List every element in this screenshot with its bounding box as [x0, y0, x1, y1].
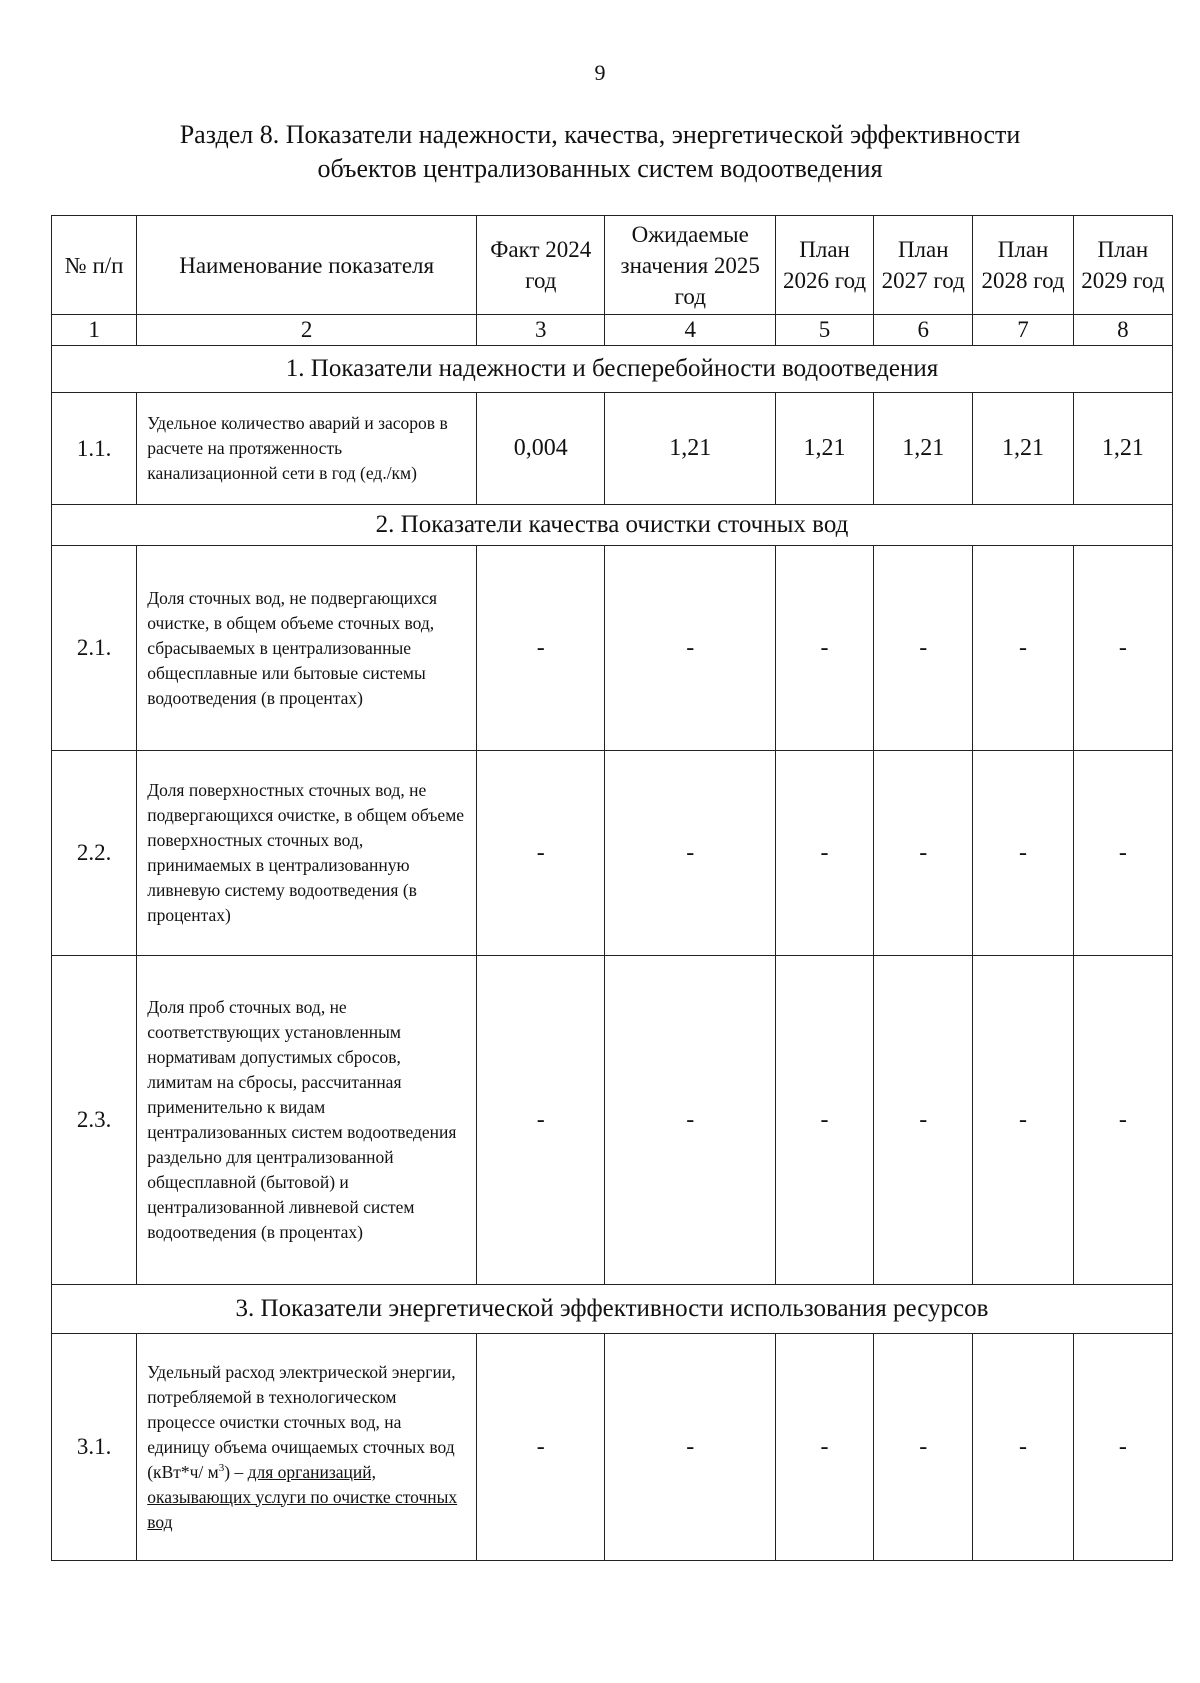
- value-plan-2026: -: [775, 1334, 873, 1561]
- row-number: 2.3.: [52, 956, 137, 1285]
- column-number: 4: [605, 315, 775, 346]
- value-fact-2024: -: [477, 546, 605, 751]
- column-number: 7: [973, 315, 1073, 346]
- value-plan-2029: -: [1073, 1334, 1172, 1561]
- value-expected-2025: 1,21: [605, 393, 775, 505]
- column-number: 6: [874, 315, 973, 346]
- value-plan-2029: -: [1073, 546, 1172, 751]
- value-plan-2028: -: [973, 956, 1073, 1285]
- table-row: [52, 956, 1173, 1285]
- title-line-1: Раздел 8. Показатели надежности, качества, энергетической эффективности: [179, 120, 1021, 149]
- value-expected-2025: -: [605, 751, 775, 956]
- indicator-name-underlined: для организаций, оказывающих услуги по очистке сточных вод: [147, 1461, 458, 1532]
- value-plan-2026: -: [775, 751, 873, 956]
- value-plan-2027: -: [874, 1334, 973, 1561]
- header-name: Наименование показателя: [137, 216, 477, 315]
- table-row: [52, 751, 1173, 956]
- row-number: 2.2.: [52, 751, 137, 956]
- indicator-name-dash: ) –: [224, 1461, 248, 1482]
- indicator-name: [137, 1334, 477, 1561]
- value-fact-2024: 0,004: [477, 393, 605, 505]
- value-fact-2024: -: [477, 751, 605, 956]
- column-number: 5: [775, 315, 873, 346]
- value-plan-2028: -: [973, 546, 1073, 751]
- indicator-name: Доля проб сточных вод, не соответствующих установленным нормативам допустимых сбросов, лимитам на сбросы, рассчитанная применительно к видам централизованных систем водоотведения раздельно для централизованной общесплавной (бытовой) и централизованной ливневой систем водоотведения (в процентах): [137, 956, 477, 1285]
- table-row: [52, 1334, 1173, 1561]
- row-number: 3.1.: [52, 1334, 137, 1561]
- page-number: 9: [594, 60, 606, 85]
- value-plan-2029: 1,21: [1073, 393, 1172, 505]
- value-plan-2029: -: [1073, 751, 1172, 956]
- value-fact-2024: -: [477, 1334, 605, 1561]
- value-plan-2028: -: [973, 1334, 1073, 1561]
- section-title-reliability: 1. Показатели надежности и бесперебойности водоотведения: [52, 346, 1173, 393]
- row-number: 1.1.: [52, 393, 137, 505]
- document-title: [0, 118, 1200, 186]
- value-plan-2026: 1,21: [775, 393, 873, 505]
- value-plan-2027: 1,21: [874, 393, 973, 505]
- column-number-row: [52, 315, 1173, 346]
- header-plan-2026: План 2026 год: [775, 216, 873, 315]
- header-fact-2024: Факт 2024 год: [477, 216, 605, 315]
- indicators-table: [51, 215, 1173, 1561]
- value-plan-2027: -: [874, 956, 973, 1285]
- value-plan-2026: -: [775, 546, 873, 751]
- section-row: [52, 505, 1173, 546]
- indicator-name: Доля поверхностных сточных вод, не подвергающихся очистке, в общем объеме поверхностных сточных вод, принимаемых в централизованную ливневую систему водоотведения (в процентах): [137, 751, 477, 956]
- table-row: [52, 393, 1173, 505]
- column-number: 8: [1073, 315, 1172, 346]
- value-plan-2026: -: [775, 956, 873, 1285]
- superscript-3: 3: [218, 1461, 225, 1474]
- header-expected-2025: Ожидаемые значения 2025 год: [605, 216, 775, 315]
- table-header-row: [52, 216, 1173, 315]
- value-expected-2025: -: [605, 956, 775, 1285]
- value-plan-2027: -: [874, 751, 973, 956]
- value-plan-2028: 1,21: [973, 393, 1073, 505]
- value-expected-2025: -: [605, 1334, 775, 1561]
- value-plan-2029: -: [1073, 956, 1172, 1285]
- header-plan-2027: План 2027 год: [874, 216, 973, 315]
- indicator-name: Доля сточных вод, не подвергающихся очистке, в общем объеме сточных вод, сбрасываемых в централизованные общесплавные или бытовые системы водоотведения (в процентах): [137, 546, 477, 751]
- header-num: № п/п: [52, 216, 137, 315]
- indicator-name: Удельное количество аварий и засоров в расчете на протяженность канализационной сети в год (ед./км): [137, 393, 477, 505]
- column-number: 1: [52, 315, 137, 346]
- value-plan-2028: -: [973, 751, 1073, 956]
- header-plan-2029: План 2029 год: [1073, 216, 1172, 315]
- value-fact-2024: -: [477, 956, 605, 1285]
- value-expected-2025: -: [605, 546, 775, 751]
- section-title-quality: 2. Показатели качества очистки сточных вод: [52, 505, 1173, 546]
- row-number: 2.1.: [52, 546, 137, 751]
- section-row: [52, 1285, 1173, 1334]
- column-number: 2: [137, 315, 477, 346]
- column-number: 3: [477, 315, 605, 346]
- value-plan-2027: -: [874, 546, 973, 751]
- title-line-2: объектов централизованных систем водоотведения: [317, 154, 883, 183]
- table-row: [52, 546, 1173, 751]
- section-title-energy: 3. Показатели энергетической эффективности использования ресурсов: [52, 1285, 1173, 1334]
- indicator-name-text: Удельный расход электрической энергии, потребляемой в технологическом процессе очистки сточных вод, на единицу объема очищаемых сточных вод (кВт*ч/ м: [147, 1361, 456, 1482]
- header-plan-2028: План 2028 год: [973, 216, 1073, 315]
- section-row: [52, 346, 1173, 393]
